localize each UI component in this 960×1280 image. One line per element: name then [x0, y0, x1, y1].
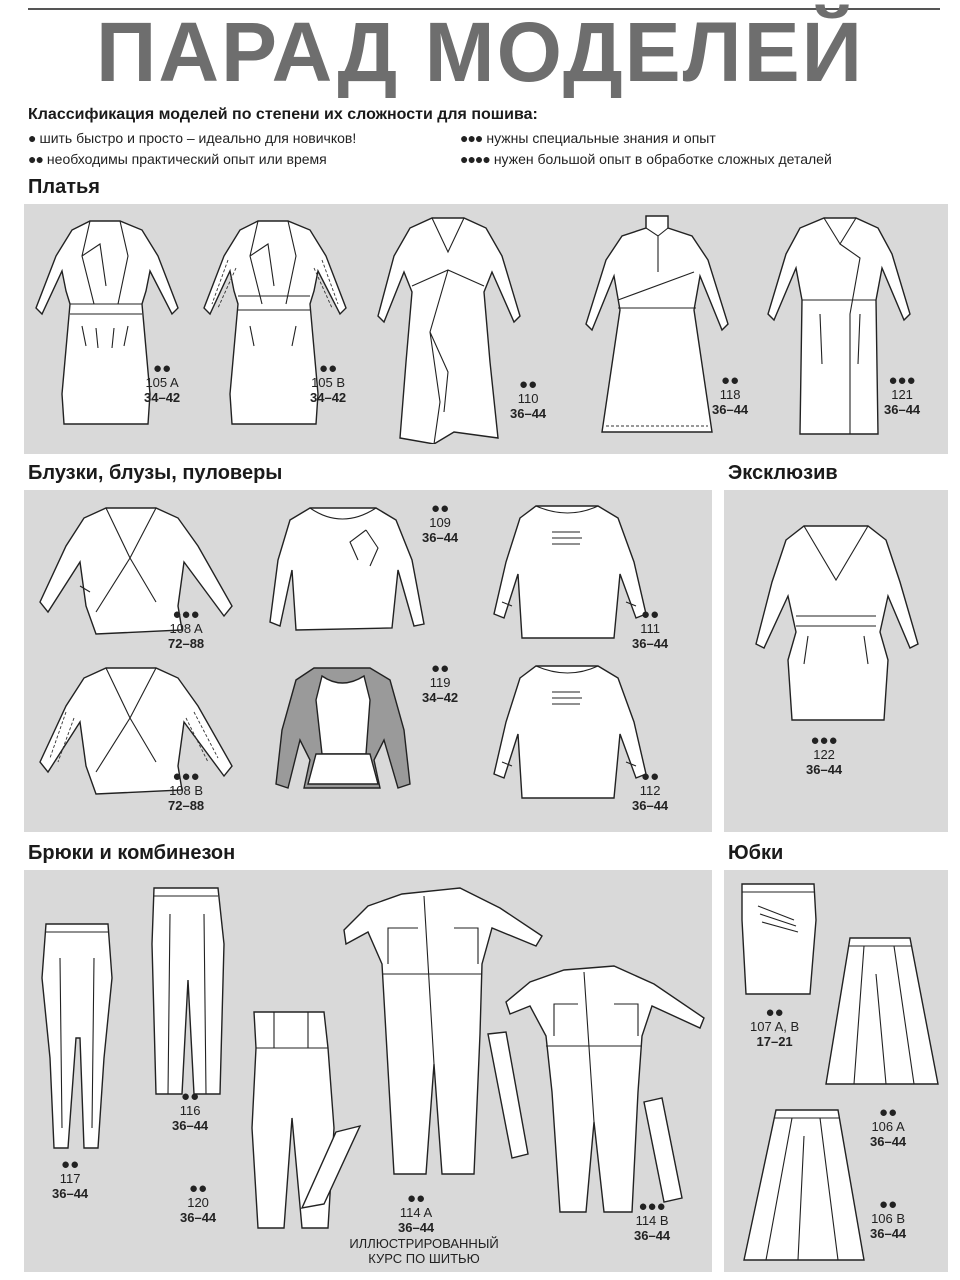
stirrup-trousers-icon	[38, 918, 118, 1158]
model-label	[884, 374, 920, 417]
difficulty-dots: ●●●●	[460, 151, 490, 167]
difficulty-dots: ●●	[765, 1004, 784, 1021]
course-note: ИЛЛЮСТРИРОВАННЫЙ КУРС ПО ШИТЬЮ	[349, 1236, 499, 1266]
legend-text: нужен большой опыт в обработке сложных деталей	[493, 151, 832, 167]
model-label	[168, 770, 204, 813]
wrap-blouse-icon	[36, 502, 236, 642]
legend-item	[28, 151, 327, 167]
dress-draped-front-icon	[374, 212, 524, 444]
model-sizes: 36–44	[884, 402, 921, 417]
model-number: 105 B	[311, 375, 346, 390]
model-label	[870, 1106, 906, 1149]
model-sizes: 36–44	[510, 406, 547, 421]
model-number: 119	[429, 675, 451, 690]
legend-text: необходимы практический опыт или время	[46, 151, 327, 167]
difficulty-dots: ●●	[431, 660, 450, 677]
model-label	[750, 1006, 799, 1049]
difficulty-dots: ●●●	[172, 606, 200, 623]
slim-trousers-icon	[148, 884, 228, 1104]
model-number: 116	[179, 1103, 201, 1118]
wrap-blouse-lace-icon	[36, 662, 236, 802]
difficulty-dots: ●●●	[810, 732, 838, 749]
model-sizes: 72–88	[168, 636, 205, 651]
model-label	[398, 1192, 434, 1235]
model-number: 121	[891, 387, 913, 402]
difficulty-dots: ●●	[641, 606, 660, 623]
model-sizes: 36–44	[398, 1220, 435, 1235]
model-sizes: 36–44	[870, 1134, 907, 1149]
model-number: 109	[429, 515, 451, 530]
model-label	[180, 1182, 216, 1225]
model-number: 106 B	[871, 1211, 906, 1226]
panel-skirt-icon	[824, 934, 942, 1094]
panel-exclusive	[724, 490, 948, 832]
model-number: 117	[59, 1171, 81, 1186]
model-sizes: 36–44	[632, 798, 669, 813]
model-sizes: 34–42	[144, 390, 181, 405]
model-number: 110	[517, 391, 539, 406]
model-sizes: 36–44	[52, 1186, 89, 1201]
model-label	[172, 1090, 208, 1133]
model-label	[712, 374, 748, 417]
section-title-dresses: Платья	[28, 176, 100, 198]
jumpsuit-2-icon	[504, 962, 709, 1222]
model-sizes: 36–44	[634, 1228, 671, 1243]
difficulty-dots: ●●●	[888, 372, 916, 389]
difficulty-dots: ●●●	[638, 1198, 666, 1215]
model-sizes: 17–21	[756, 1034, 793, 1049]
legend-item	[460, 130, 716, 146]
bow-top-icon	[266, 500, 426, 640]
model-label	[632, 770, 668, 813]
difficulty-dots: ●●	[189, 1180, 208, 1197]
peplum-top-icon	[274, 660, 414, 800]
model-label	[310, 362, 346, 405]
difficulty-dots: ●●	[181, 1088, 200, 1105]
section-title-skirts: Юбки	[728, 842, 784, 864]
model-number: 114 A	[399, 1205, 433, 1220]
legend-title: Классификация моделей по степени их сложности для пошива:	[28, 106, 538, 123]
section-title-exclusive: Эксклюзив	[728, 462, 838, 484]
difficulty-dots: ●●	[153, 360, 172, 377]
model-label	[510, 378, 546, 421]
model-label	[634, 1200, 670, 1243]
model-number: 107 A, B	[750, 1019, 800, 1034]
legend-item	[460, 151, 832, 167]
model-number: 120	[187, 1195, 209, 1210]
model-label	[144, 362, 180, 405]
model-number: 105 A	[145, 375, 179, 390]
model-number: 112	[639, 783, 661, 798]
model-number: 122	[813, 747, 835, 762]
difficulty-dots: ●●	[407, 1190, 426, 1207]
model-sizes: 34–42	[310, 390, 347, 405]
difficulty-dots: ●●	[61, 1156, 80, 1173]
panel-skirts	[724, 870, 948, 1272]
difficulty-dots: ●●	[641, 768, 660, 785]
legend-item	[28, 130, 356, 146]
section-title-blouses: Блузки, блузы, пуловеры	[28, 462, 283, 484]
difficulty-dots: ●●	[319, 360, 338, 377]
difficulty-dots: ●●●	[172, 768, 200, 785]
difficulty-dots: ●●	[721, 372, 740, 389]
model-label	[422, 662, 458, 705]
difficulty-dots: ●●	[28, 151, 43, 167]
tucked-blouse-2-icon	[490, 662, 650, 802]
model-label	[870, 1198, 906, 1241]
model-sizes: 36–44	[712, 402, 749, 417]
legend-text: нужны специальные знания и опыт	[486, 130, 716, 146]
difficulty-dots: ●●●	[460, 130, 483, 146]
tucked-blouse-icon	[490, 502, 650, 642]
model-number: 118	[719, 387, 741, 402]
difficulty-dots: ●●	[519, 376, 538, 393]
model-label	[632, 608, 668, 651]
panel-dresses	[24, 204, 948, 454]
model-number: 111	[640, 621, 660, 636]
model-sizes: 34–42	[422, 690, 459, 705]
model-sizes: 36–44	[870, 1226, 907, 1241]
model-number: 108 A	[169, 621, 203, 636]
model-number: 114 B	[635, 1213, 669, 1228]
difficulty-dots: ●●	[879, 1196, 898, 1213]
pencil-skirt-icon	[738, 880, 818, 1000]
panel-skirt-2-icon	[738, 1106, 868, 1266]
difficulty-dots: ●	[28, 130, 36, 146]
model-sizes: 36–44	[172, 1118, 209, 1133]
model-number: 108 B	[169, 783, 204, 798]
model-label	[168, 608, 204, 651]
difficulty-dots: ●●	[431, 500, 450, 517]
model-sizes: 36–44	[180, 1210, 217, 1225]
model-sizes: 36–44	[806, 762, 843, 777]
v-neck-dress-icon	[748, 520, 924, 725]
model-label	[52, 1158, 88, 1201]
model-label	[422, 502, 458, 545]
model-sizes: 72–88	[168, 798, 205, 813]
section-title-trousers: Брюки и комбинезон	[28, 842, 236, 864]
page-title: ПАРАД МОДЕЛЕЙ	[95, 5, 865, 99]
legend-text: шить быстро и просто – идеально для новичков!	[39, 130, 357, 146]
model-sizes: 36–44	[422, 530, 459, 545]
panel-blouses	[24, 490, 712, 832]
difficulty-dots: ●●	[879, 1104, 898, 1121]
model-number: 106 A	[871, 1119, 905, 1134]
panel-trousers	[24, 870, 712, 1272]
model-sizes: 36–44	[632, 636, 669, 651]
model-label	[806, 734, 842, 777]
